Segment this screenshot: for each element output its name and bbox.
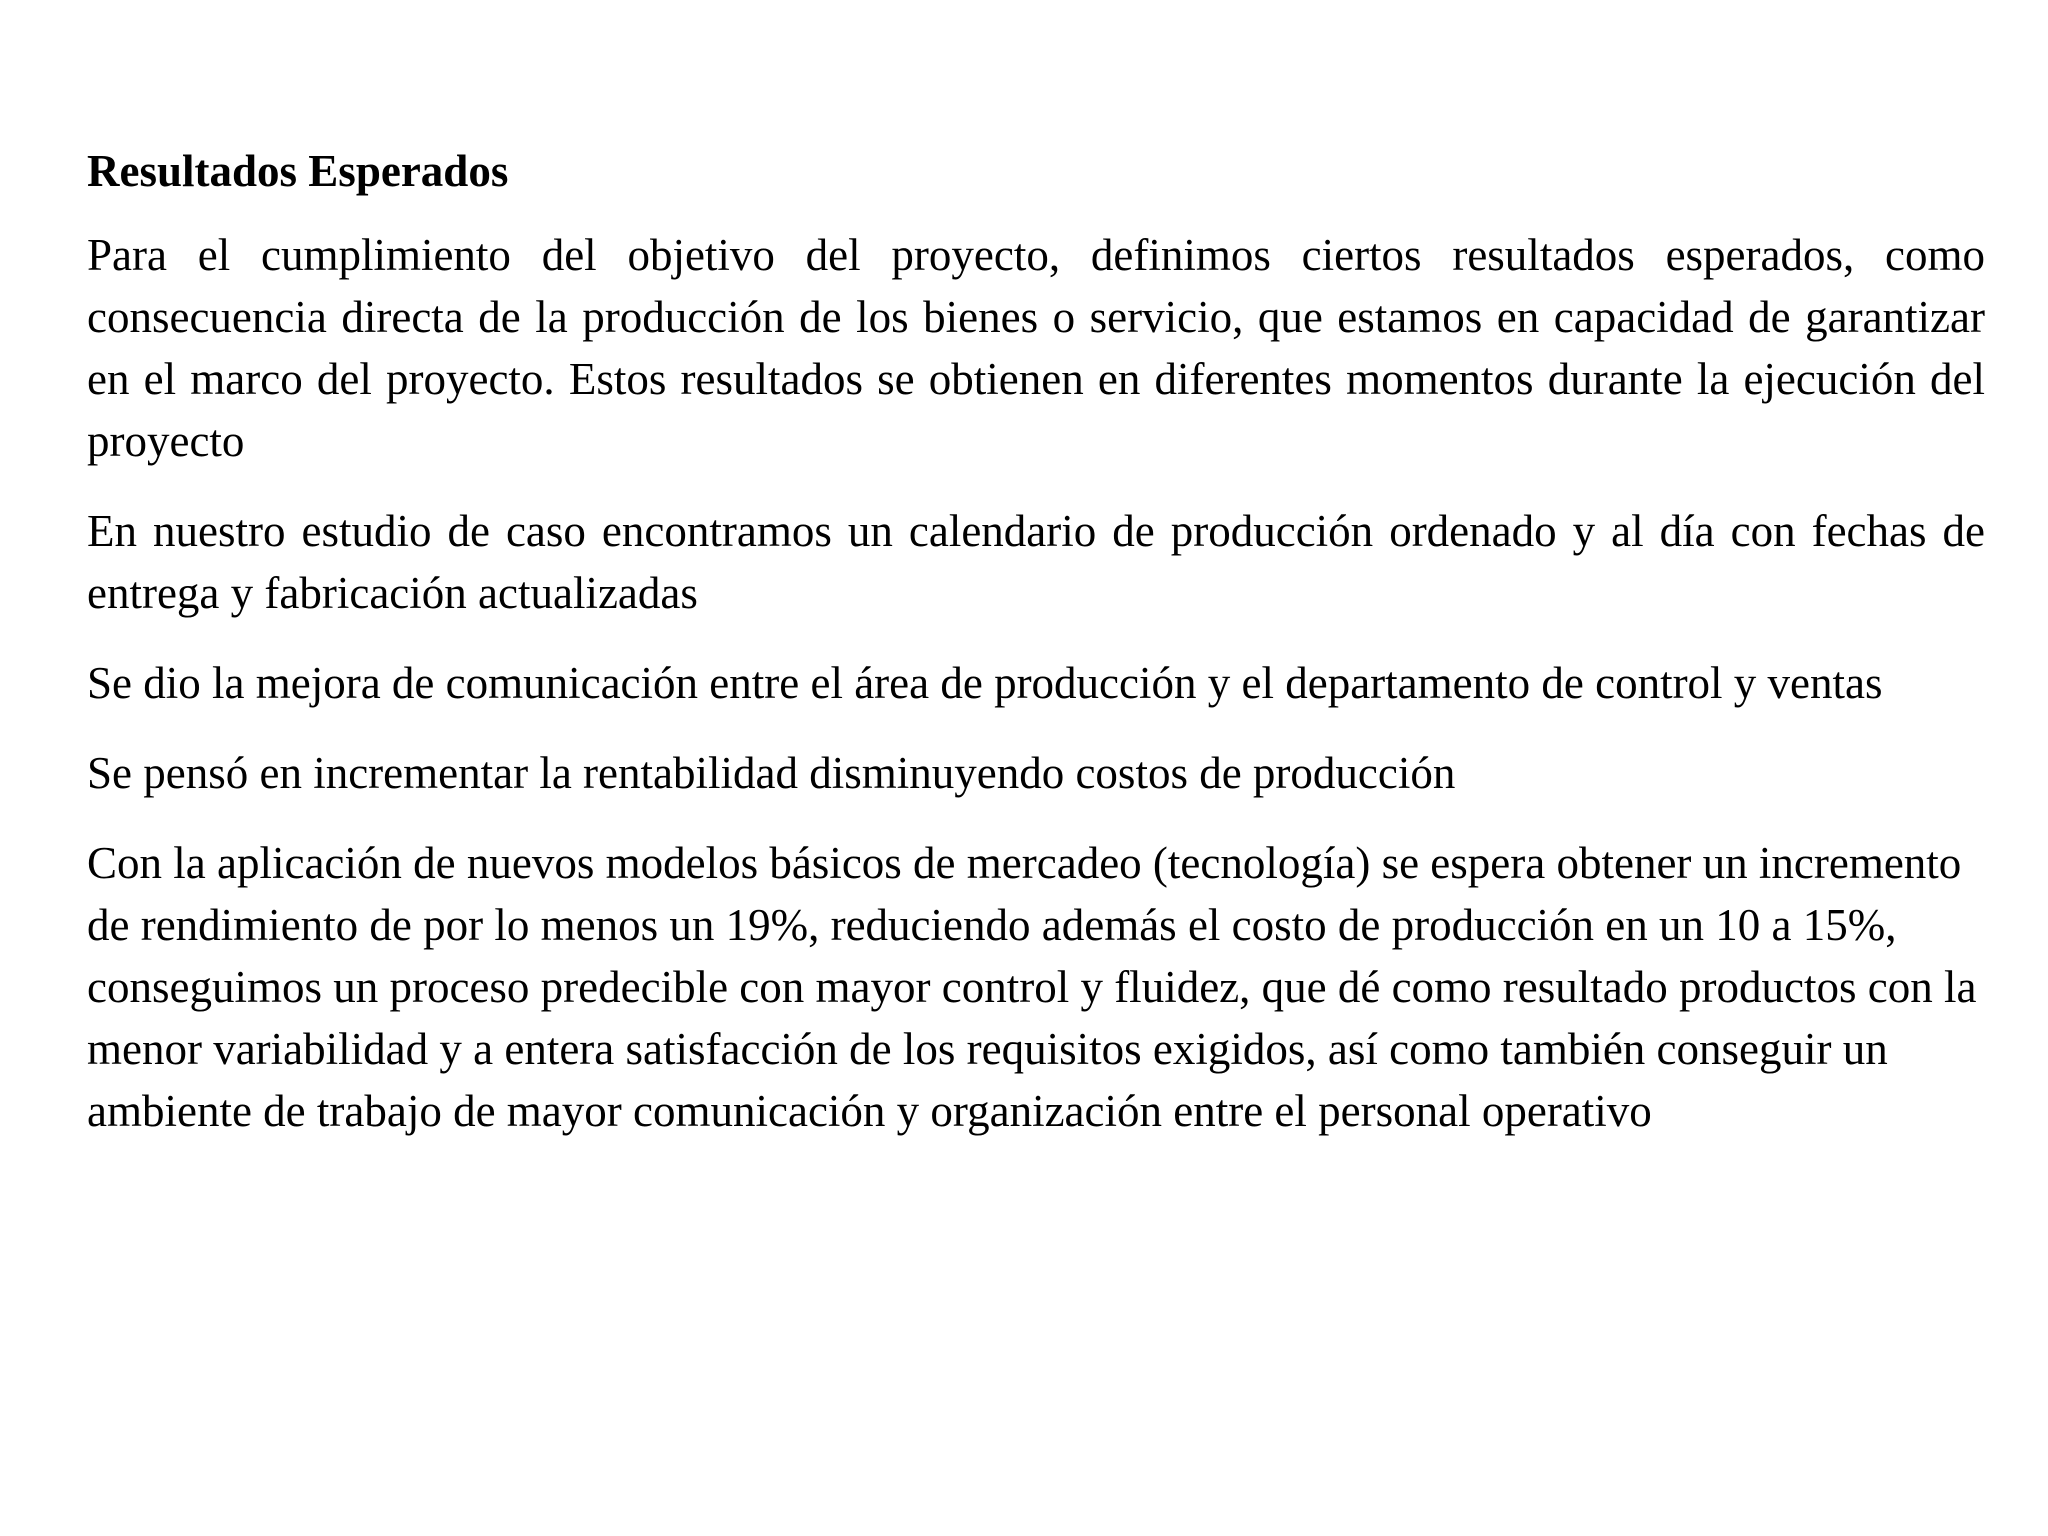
paragraph-marketing-models: Con la aplicación de nuevos modelos básicos de mercadeo (tecnología) se espera obtener un incremento de rendimiento de por lo menos un 19%, reduciendo además el costo de producción en un 10 a 15%, conseguimos un proceso predecible con mayor control y fluidez, que dé como resultado productos con la menor variabilidad y a entera satisfacción de los requisitos exigidos, así como también conseguir un ambiente de trabajo de mayor comunicación y organización entre el personal operativo — [87, 838, 1977, 1136]
document-title: Resultados Esperados — [87, 146, 509, 196]
document-page — [87, 140, 1985, 1170]
paragraph-communication: Se dio la mejora de comunicación entre el área de producción y el departamento de control y ventas — [87, 658, 1883, 708]
paragraph-calendar: En nuestro estudio de caso encontramos un calendario de producción ordenado y al día con fechas de entrega y fabricación actualizadas — [87, 506, 1985, 618]
paragraph-intro: Para el cumplimiento del objetivo del proyecto, definimos ciertos resultados esperados, como consecuencia directa de la producción de los bienes o servicio, que estamos en capacidad de garantizar en el marco del proyecto. Estos resultados se obtienen en diferentes momentos durante la ejecución del proyecto — [87, 230, 1985, 466]
paragraph-profitability: Se pensó en incrementar la rentabilidad disminuyendo costos de producción — [87, 748, 1456, 798]
